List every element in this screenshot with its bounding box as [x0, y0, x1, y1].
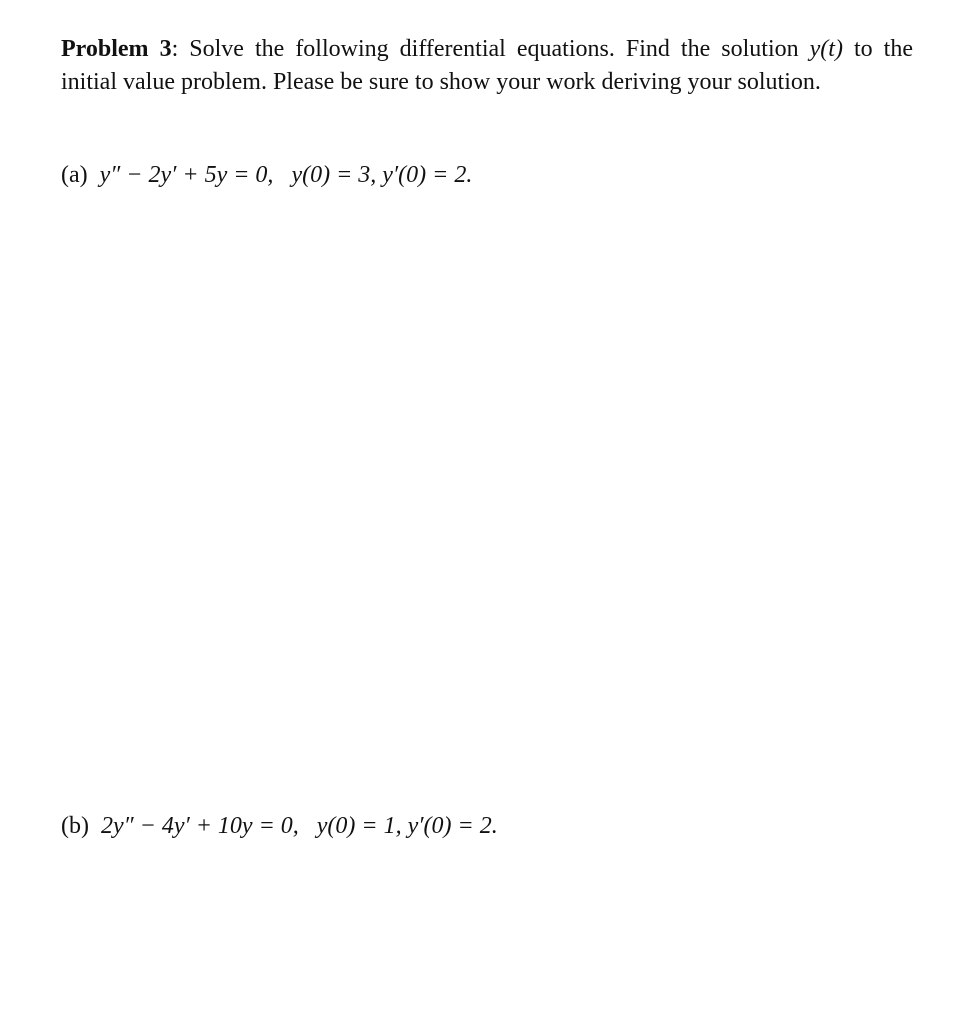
part-b-equation: 2y″ − 4y′ + 10y = 0, [100, 813, 299, 839]
problem-heading-colon: : [171, 36, 179, 62]
part-b-label: (b) [61, 813, 89, 839]
problem-text-part-1: Solve the following differential equations. Find the solution [178, 36, 810, 62]
part-b-initial-conditions: y(0) = 1, y′(0) = 2. [316, 813, 498, 839]
problem-heading: Problem 3 [61, 36, 172, 62]
solution-function: y(t) [809, 36, 843, 62]
problem-statement [61, 33, 913, 99]
problem-text-part-2: to the initial value problem. Please be sure to show your work deriving your solution. [61, 36, 913, 95]
part-a-initial-conditions: y(0) = 3, y′(0) = 2. [291, 162, 473, 188]
part-a-equation: y″ − 2y′ + 5y = 0, [99, 162, 274, 188]
part-b [61, 810, 498, 843]
part-a-label: (a) [61, 162, 88, 188]
part-a [61, 159, 472, 192]
